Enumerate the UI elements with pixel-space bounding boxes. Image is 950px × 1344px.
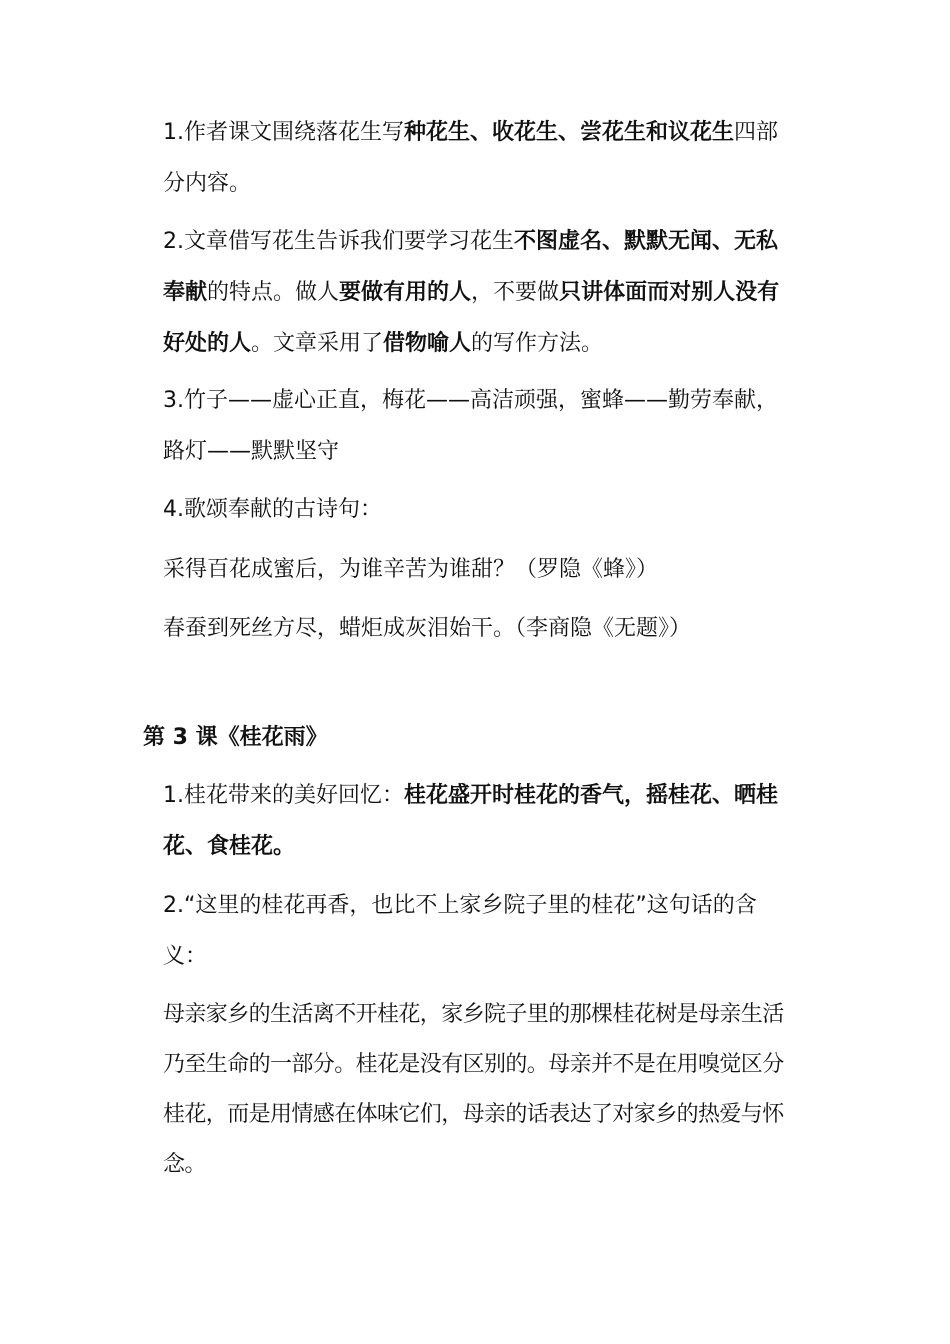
item2-text-5: 的写作方法。 bbox=[471, 331, 604, 356]
lesson2-item-2 bbox=[163, 216, 793, 369]
lesson3-item-2: 2.“这里的桂花再香，也比不上家乡院子里的桂花”这句话的含义： bbox=[163, 893, 757, 969]
item2-text-3: ，不要做 bbox=[471, 280, 560, 305]
item2-bold-4: 借物喻人 bbox=[383, 331, 472, 356]
lesson2-item-1 bbox=[163, 107, 793, 209]
lesson3-heading: 第 3 课《桂花雨》 bbox=[143, 725, 328, 750]
item2-bold-2: 要做有用的人 bbox=[339, 280, 472, 305]
lesson3-item1-text: 1.桂花带来的美好回忆： bbox=[163, 783, 404, 808]
item2-text-2: 的特点。做人 bbox=[207, 280, 340, 305]
item2-text-1: 2.文章借写花生告诉我们要学习花生 bbox=[163, 229, 514, 254]
poem-line-2: 春蚕到死丝方尽，蜡炬成灰泪始干。（李商隐《无题》） bbox=[163, 616, 692, 641]
item2-bold-1: 不图虚名、默默无闻、无私奉献 bbox=[163, 229, 779, 305]
poem-line-1: 采得百花成蜜后，为谁辛苦为谁甜？（罗隐《蜂》） bbox=[163, 557, 659, 582]
item2-text-4: 。文章采用了 bbox=[251, 331, 384, 356]
item1-text-end: 四部分内容。 bbox=[163, 120, 779, 196]
lesson3-answer: 母亲家乡的生活离不开桂花，家乡院子里的那棵桂花树是母亲生活乃至生命的一部分。桂花是没有区别的。母亲并不是在用嗅觉区分桂花，而是用情感在体味它们，母亲的话表达了对家乡的热爱与怀念。 bbox=[163, 1002, 784, 1177]
item1-text: 1.作者课文围绕落花生写 bbox=[163, 120, 404, 145]
lesson3-item-1 bbox=[163, 770, 793, 872]
item1-bold: 种花生、收花生、尝花生和议花生 bbox=[404, 120, 735, 145]
lesson2-item-3: 3.竹子——虚心正直，梅花——高洁顽强，蜜蜂——勤劳奉献，路灯——默默坚守 bbox=[163, 388, 778, 464]
item2-bold-3: 只讲体面而对别人没有好处的人 bbox=[163, 280, 780, 356]
lesson3-item1-bold: 桂花盛开时桂花的香气，摇桂花、晒桂花、食桂花。 bbox=[163, 783, 779, 859]
lesson2-item-4: 4.歌颂奉献的古诗句： bbox=[163, 497, 382, 522]
